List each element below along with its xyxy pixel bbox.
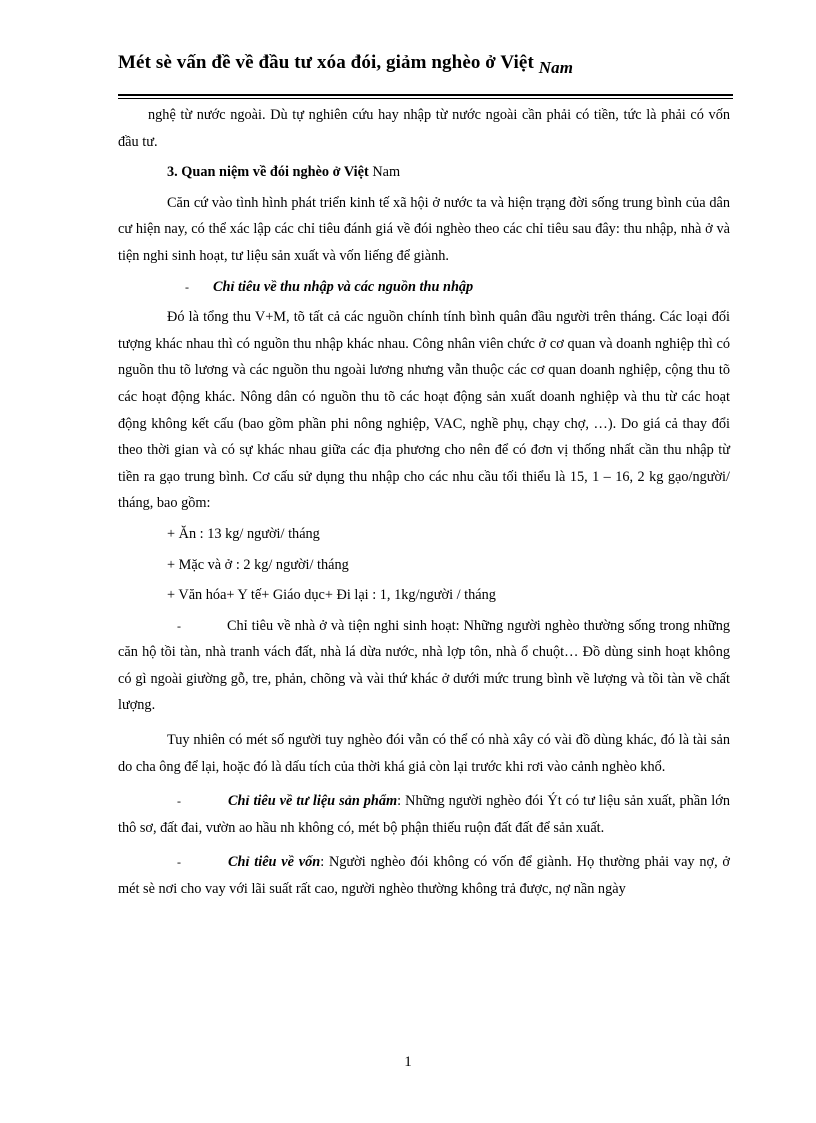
paragraph-intro: Căn cứ vào tình hình phát triển kinh tế xã hội ở nước ta và hiện trạng đời sống trung bình của dân cư hiện nay, có thể xác lập các chỉ tiêu đánh giá về đói nghèo theo các chỉ tiêu sau đây: thu nhập, nhà ở và tiện nghi sinh hoạt, tư liệu sản xuất và vốn liếng để giành. [118, 194, 730, 264]
page-number: 1 [404, 1054, 412, 1070]
criterion-means-of-production [118, 788, 730, 841]
paragraph-continued: nghệ từ nước ngoài. Dù tự nghiên cứu hay nhập từ nước ngoài cần phải có tiền, tức là phải có vốn đầu tư. [118, 107, 730, 150]
criterion-means-text: : Những người nghèo đói Ýt có tư liệu sản xuất, phần lớn thô sơ, đất đai, vườn ao hầu nh không có, mét bộ phận thiếu ruộn đất đất để sản xuất. [118, 793, 730, 836]
section-heading [118, 159, 730, 186]
header-title-tail: Nam [538, 58, 574, 77]
criterion-means-label: Chỉ tiêu về tư liệu sản phẩm [228, 793, 398, 810]
criterion-capital-label: Chỉ tiêu về vốn [228, 854, 321, 871]
body-text [118, 102, 730, 903]
criterion-income-label: Chỉ tiêu về thu nhập và các nguồn thu nhập [213, 278, 474, 295]
section-heading-text: 3. Quan niệm về đói nghèo ở Việt [167, 164, 369, 181]
header-title: Mét sè vấn đề về đầu tư xóa đói, giảm nghèo ở Việt [118, 52, 534, 73]
criterion-income-heading [118, 274, 730, 301]
section-heading-tail: Nam [372, 164, 401, 181]
criterion-housing [118, 613, 730, 719]
bullet-dash: - [177, 618, 181, 633]
list-item: + Văn hóa+ Y tế+ Giáo dục+ Đi lại : 1, 1kg/người / tháng [167, 587, 496, 604]
bullet-dash: - [177, 855, 181, 870]
list-item: + Mặc và ở : 2 kg/ người/ tháng [167, 556, 349, 573]
paragraph-income: Đó là tổng thu V+M, tõ tất cả các nguồn chính tính bình quân đầu người trên tháng. Các loại đối tượng khác nhau thì có nguồn thu nhập khác nhau. Công nhân viên chức ở cơ quan và doanh nghiệp thì có nguồn thu tõ lương và các nguồn thu ngoài lương nhưng vẫn thuộc các cơ quan doanh nghiệp, cộng thu tõ các hoạt động khác. Nông dân có nguồn thu tõ các hoạt động sản xuất doanh nghiệp và thu từ các hoạt động không kết cấu (bao gồm phần phi nông nghiệp, VAC, nghề phụ, chạy chợ, …). Do giá cả thay đổi theo thời gian và có sự khác nhau giữa các địa phương cho nên để có đơn vị thống nhất cần thu nhập từ tiền ra gạo trung bình. Cơ cấu sử dụng thu nhập cho các nhu cầu tối thiểu là 15, 1 – 16, 2 kg gạo/người/ tháng, bao gồm: [118, 309, 730, 512]
bullet-dash: - [185, 279, 189, 294]
criterion-capital-text: : Người nghèo đói không có vốn để giành. Họ thường phải vay nợ, ở mét sè nơi cho vay với lãi suất rất cao, người nghèo thường không trả được, nợ nần ngày [118, 854, 730, 898]
paragraph-housing-note: Tuy nhiên có mét số người tuy nghèo đói vẫn có thể có nhà xây có vài đồ dùng khác, đó là tài sản do cha ông để lại, hoặc đó là dấu tích của thời khá giả còn lại trước khi rơi vào cảnh nghèo khổ. [118, 732, 730, 775]
criterion-capital [118, 849, 730, 902]
header-rule-thick [118, 94, 733, 96]
bullet-dash: - [177, 794, 181, 809]
list-item: + Ăn : 13 kg/ người/ tháng [167, 525, 320, 542]
running-header [118, 52, 733, 77]
header-rule-thin [118, 98, 733, 99]
criterion-housing-text: Chỉ tiêu về nhà ở và tiện nghi sinh hoạt: Những người nghèo thường sống trong những căn hộ tồi tàn, nhà tranh vách đất, nhà lá dừa nước, nhà lợp tôn, nhà ổ chuột… Đồ dùng sinh hoạt không có gì ngoài giường gỗ, tre, phản, chõng và vài thứ khác ở dưới mức trung bình về lượng và tồi tàn về chất lượng. [118, 617, 730, 714]
